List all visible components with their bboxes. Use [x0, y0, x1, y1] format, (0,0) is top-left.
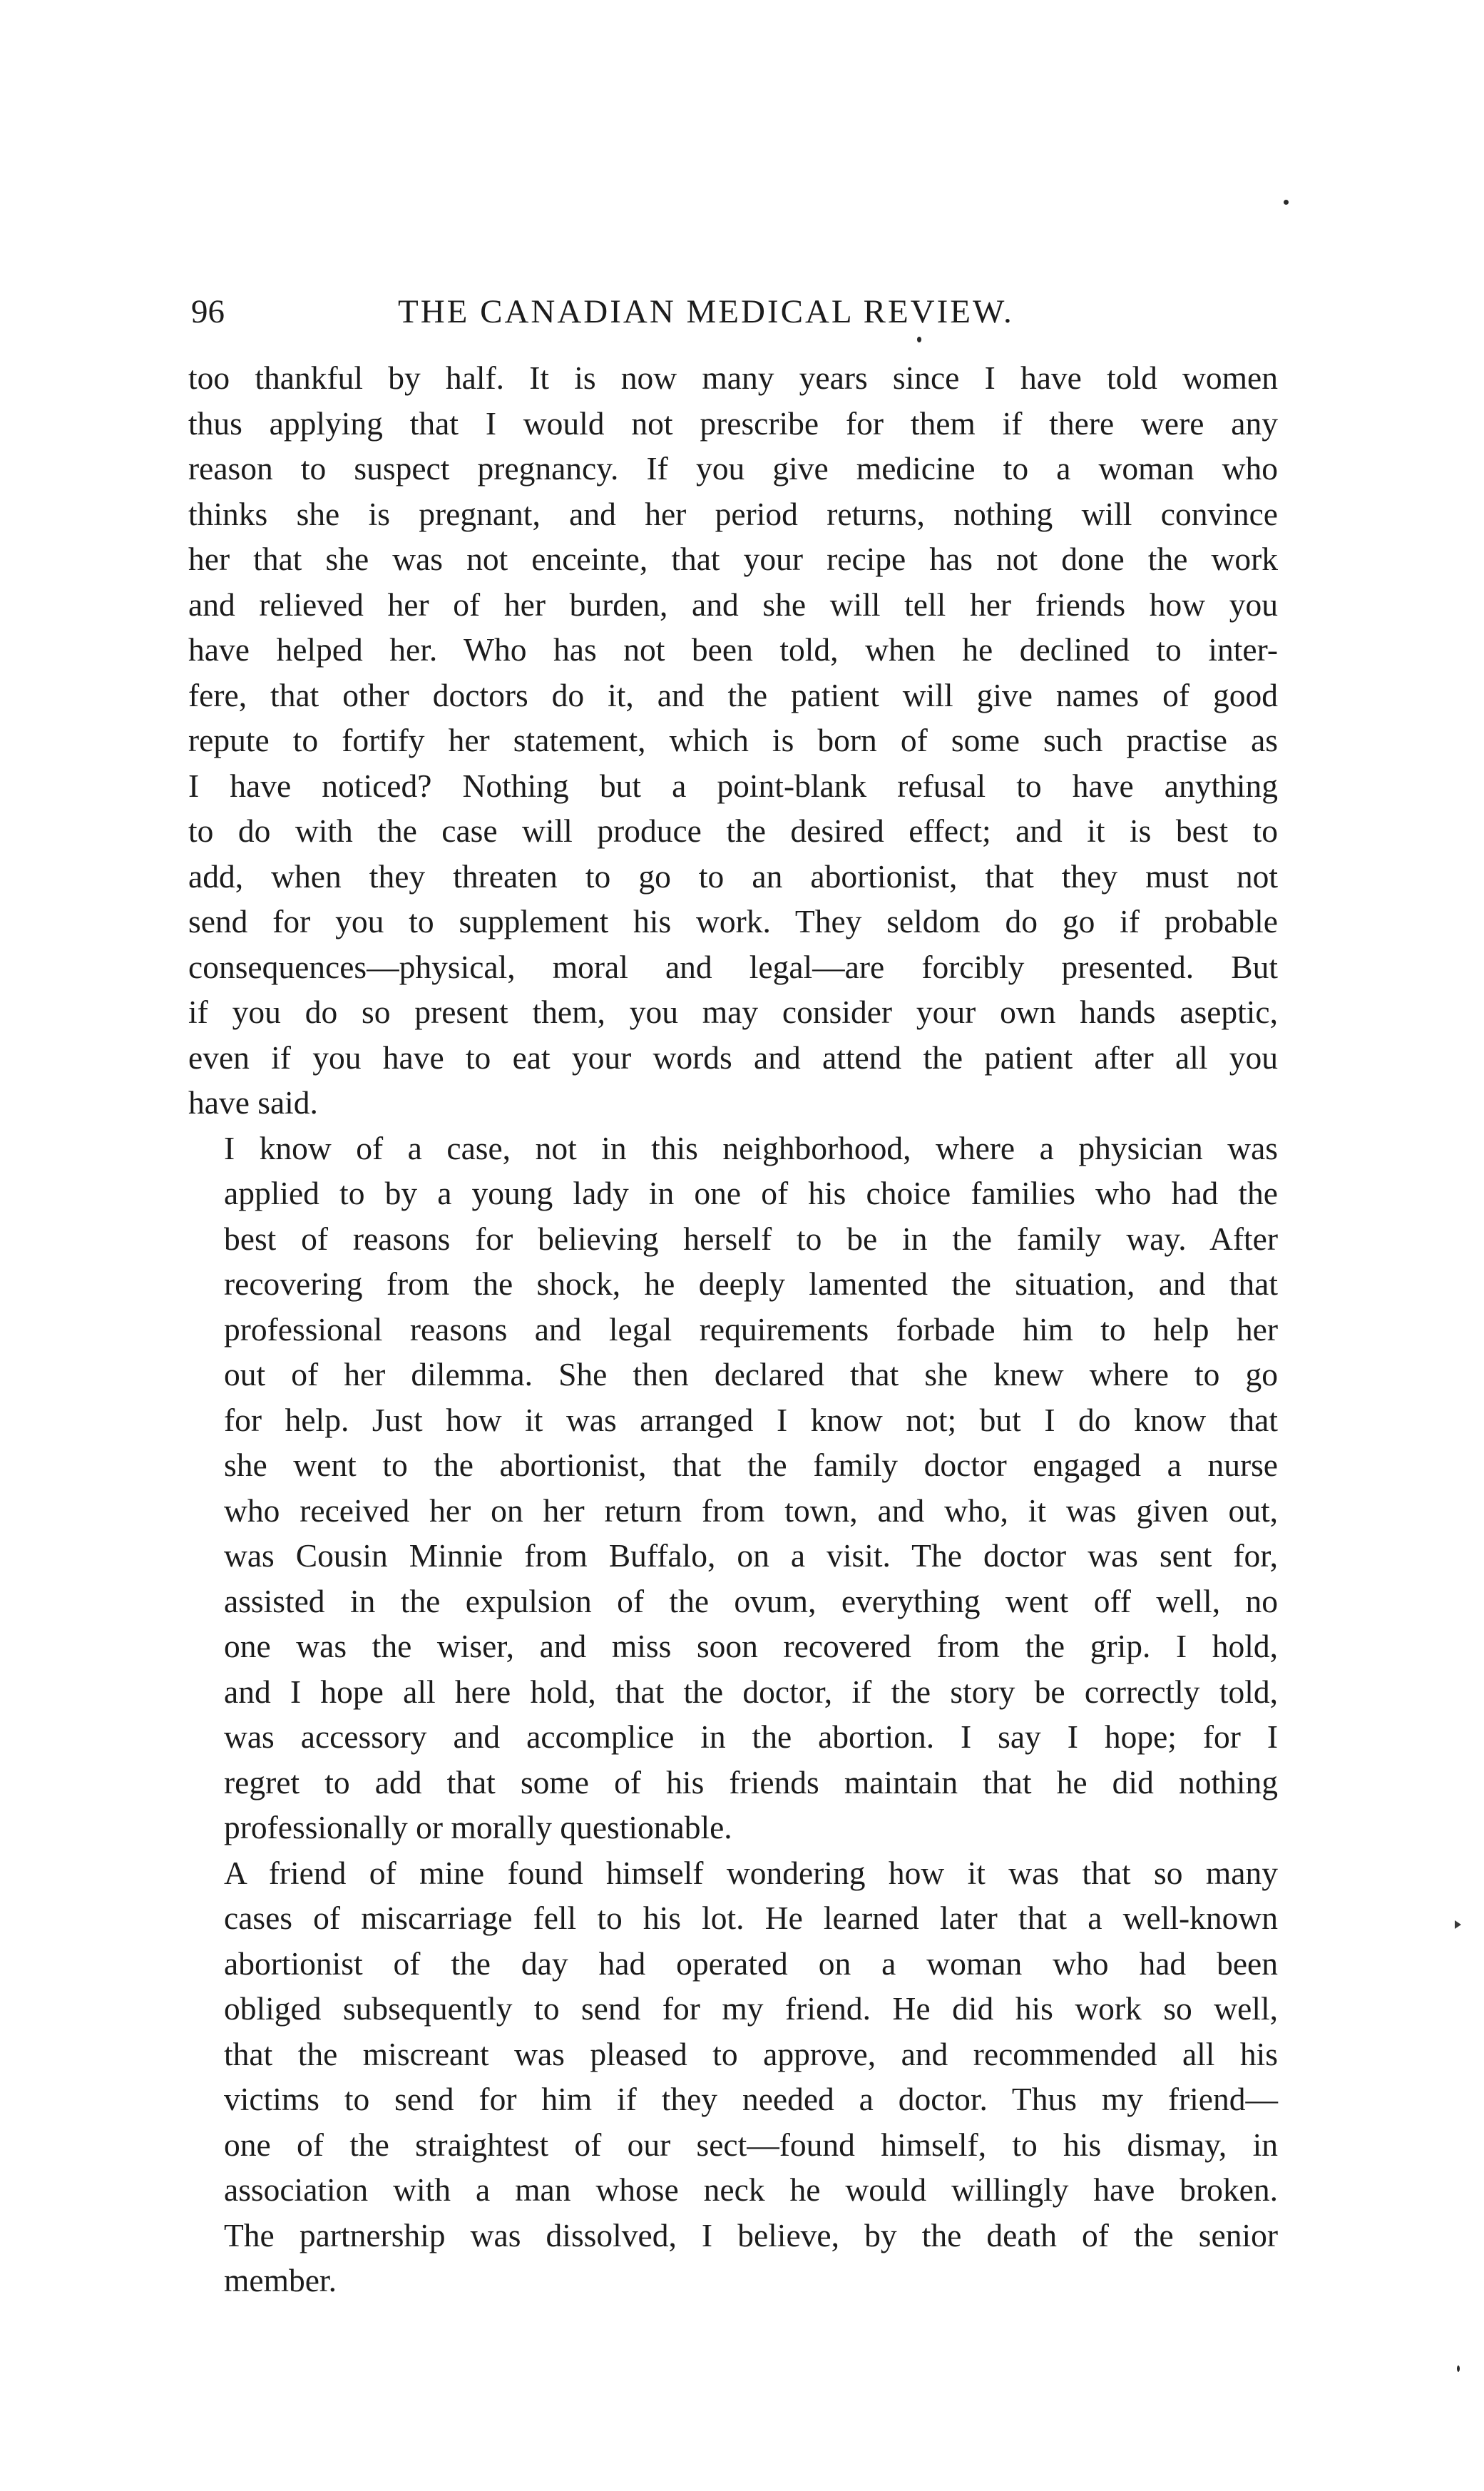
text-line: I know of a case, not in this neighborhood, where a physician was — [224, 1129, 1278, 1166]
text-line: have helped her. Who has not been told, when he declined to inter- — [188, 631, 1278, 668]
text-line: even if you have to eat your words and attend the patient after all you — [188, 1039, 1278, 1076]
text-line: thus applying that I would not prescribe for them if there were any — [188, 404, 1278, 442]
journal-title: THE CANADIAN MEDICAL REVIEW. — [398, 293, 1014, 330]
text-line: who received her on her return from town, and who, it was given out, — [224, 1492, 1278, 1529]
text-line: too thankful by half. It is now many years since I have told women — [188, 360, 1278, 396]
text-line: The partnership was dissolved, I believe, by the death of the senior — [224, 2216, 1278, 2253]
text-line: to do with the case will produce the desired effect; and it is best to — [188, 812, 1278, 849]
text-line: I have noticed? Nothing but a point-blank refusal to have anything — [188, 767, 1278, 804]
paragraph-friend-anecdote — [188, 1850, 1278, 2303]
text-line: one was the wiser, and miss soon recovered from the grip. I hold, — [224, 1628, 1278, 1664]
text-line: out of her dilemma. She then declared that she knew where to go — [224, 1356, 1278, 1392]
text-line: was accessory and accomplice in the abortion. I say I hope; for I — [224, 1718, 1278, 1755]
text-line: thinks she is pregnant, and her period returns, nothing will convince — [188, 495, 1278, 532]
text-line: regret to add that some of his friends maintain that he did nothing — [224, 1763, 1278, 1800]
text-line: reason to suspect pregnancy. If you give medicine to a woman who — [188, 450, 1278, 487]
text-line: and I hope all here hold, that the doctor, if the story be correctly told, — [224, 1673, 1278, 1710]
text-line: member. — [224, 2262, 337, 2298]
page-number: 96 — [191, 293, 225, 330]
scan-speck — [917, 337, 921, 342]
scan-speck — [1284, 200, 1289, 205]
text-line: consequences—physical, moral and legal—are forcibly presented. But — [188, 948, 1278, 985]
scan-mark — [1455, 1920, 1461, 1929]
text-line: and relieved her of her burden, and she will tell her friends how you — [188, 586, 1278, 623]
text-line: fere, that other doctors do it, and the patient will give names of good — [188, 676, 1278, 713]
text-line: best of reasons for believing herself to be in the family way. After — [224, 1220, 1278, 1257]
text-line: add, when they threaten to go to an abortionist, that they must not — [188, 857, 1278, 895]
paragraph-case-study — [188, 1126, 1278, 1850]
scan-speck — [1457, 2365, 1460, 2372]
text-line: if you do so present them, you may consider your own hands aseptic, — [188, 994, 1278, 1030]
text-line: applied to by a young lady in one of his choice families who had the — [224, 1175, 1278, 1211]
text-line: recovering from the shock, he deeply lamented the situation, and that — [224, 1265, 1278, 1302]
text-line: her that she was not enceinte, that your recipe has not done the work — [188, 541, 1278, 577]
text-line: send for you to supplement his work. They seldom do go if probable — [188, 903, 1278, 939]
article-body — [188, 355, 1278, 2303]
text-line: A friend of mine found himself wondering how it was that so many — [224, 1854, 1278, 1891]
text-line: professional reasons and legal requirements forbade him to help her — [224, 1310, 1278, 1348]
text-line: have said. — [188, 1084, 318, 1121]
text-line: cases of miscarriage fell to his lot. He learned later that a well-known — [224, 1900, 1278, 1936]
text-line: association with a man whose neck he would willingly have broken. — [224, 2171, 1278, 2208]
paragraph-continuation — [188, 355, 1278, 1126]
text-line: for help. Just how it was arranged I know not; but I do know that — [224, 1401, 1278, 1438]
text-line: repute to fortify her statement, which is born of some such practise as — [188, 722, 1278, 758]
text-line: that the miscreant was pleased to approve, and recommended all his — [224, 2035, 1278, 2072]
text-line: professionally or morally questionable. — [224, 1809, 732, 1845]
text-line: she went to the abortionist, that the family doctor engaged a nurse — [224, 1447, 1278, 1483]
text-line: obliged subsequently to send for my friend. He did his work so well, — [224, 1990, 1278, 2027]
text-line: was Cousin Minnie from Buffalo, on a visit. The doctor was sent for, — [224, 1537, 1278, 1574]
text-line: abortionist of the day had operated on a woman who had been — [224, 1945, 1278, 1982]
text-line: victims to send for him if they needed a doctor. Thus my friend— — [224, 2081, 1278, 2117]
running-head — [191, 287, 1275, 337]
text-line: one of the straightest of our sect—found himself, to his dismay, in — [224, 2126, 1278, 2163]
text-line: assisted in the expulsion of the ovum, everything went off well, no — [224, 1582, 1278, 1619]
